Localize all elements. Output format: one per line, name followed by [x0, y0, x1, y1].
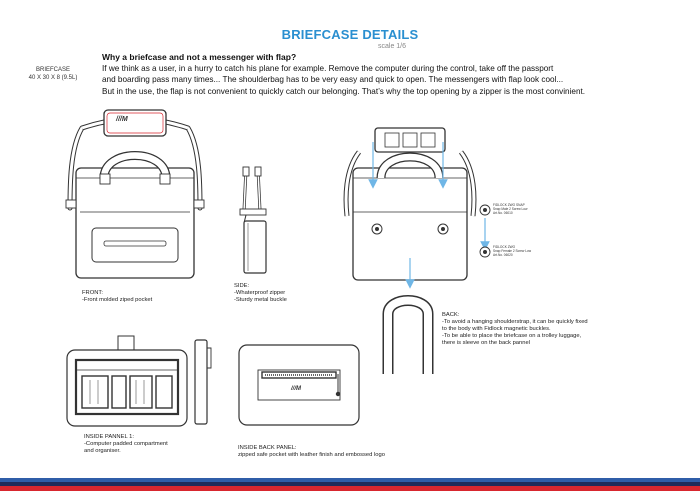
back-caption	[442, 312, 588, 347]
intro-line-1: If we think as a user, in a hurry to catch his plane for example. Remove the computer during the control, take off the passport	[102, 64, 554, 73]
fidlock-note-1: FIDLOCK ZWO SNAP Snap Male 2 Screw Low Art.No. 06010	[493, 203, 528, 215]
side-view-drawing	[234, 165, 274, 275]
front-caption-title: FRONT:	[82, 290, 103, 296]
inside-back-panel-drawing	[238, 344, 360, 426]
inside-panel-caption	[84, 434, 168, 455]
back-caption-line-4: there is sleeve on the back pannel	[442, 340, 530, 346]
inside-back-logo-text: ///M	[291, 386, 301, 392]
spec-dimensions: 40 X 30 X 8 (9.5L)	[28, 75, 78, 81]
side-caption	[234, 283, 287, 304]
fidlock-note-2: FIDLOCK ZWO Snap Female 2 Screw Low Art.No. 06020	[493, 245, 532, 257]
footer-stripe-red	[0, 486, 700, 491]
front-view-drawing	[60, 108, 210, 283]
front-caption-line: -Front molded ziped pocket	[82, 297, 153, 303]
spec-name: BRIEFCASE	[35, 67, 70, 73]
front-caption	[82, 290, 152, 304]
side-caption-title: SIDE:	[234, 283, 250, 289]
side-caption-line-1: -Whaterproof zipper	[234, 290, 286, 296]
inside-panel-caption-title: INSIDE PANNEL 1:	[84, 434, 134, 440]
inside-back-caption-title: INSIDE BACK PANEL:	[238, 445, 297, 451]
side-caption-line-2: -Sturdy metal buckle	[234, 297, 287, 303]
page-title: BRIEFCASE DETAILS	[281, 27, 419, 42]
intro-line-2: and boarding pass many times... The shoulderbag has to be very easy and quick to open. The messengers with flap look cool...	[102, 75, 564, 85]
inside-panel-drawing	[66, 336, 188, 428]
back-caption-line-1: -To avoid a hanging shoulderstrap, it can be quickly fixed	[442, 319, 588, 325]
inside-panel-caption-line-1: -Computer padded compartment	[84, 441, 168, 447]
front-logo-text: ///M	[116, 116, 128, 123]
back-caption-line-3: -To be able to place the briefcase on a trolley luggage,	[442, 333, 582, 339]
intro-paragraph	[102, 63, 698, 97]
shoulder-strap-drawing	[380, 290, 436, 376]
back-caption-line-2: to the body with Fidlock magnetic buckles.	[442, 326, 551, 332]
briefcase-spec	[20, 66, 86, 82]
scale-label: scale 1/6	[378, 43, 407, 50]
inside-back-caption-line: zipped safe pocket with leather finish and embossed logo	[238, 452, 385, 458]
inside-back-caption	[238, 445, 385, 459]
intro-line-3: But in the use, the flap is not convenient to quickly catch our belonging. That’s why the top opening by a zipper is the most convinient.	[102, 86, 586, 96]
intro-question: Why a briefcase and not a messenger with flap?	[102, 52, 297, 62]
inside-side-drawing	[192, 338, 214, 426]
back-caption-title: BACK:	[442, 312, 460, 318]
inside-panel-caption-line-2: and organiser.	[84, 448, 121, 454]
back-view-drawing	[335, 108, 535, 288]
